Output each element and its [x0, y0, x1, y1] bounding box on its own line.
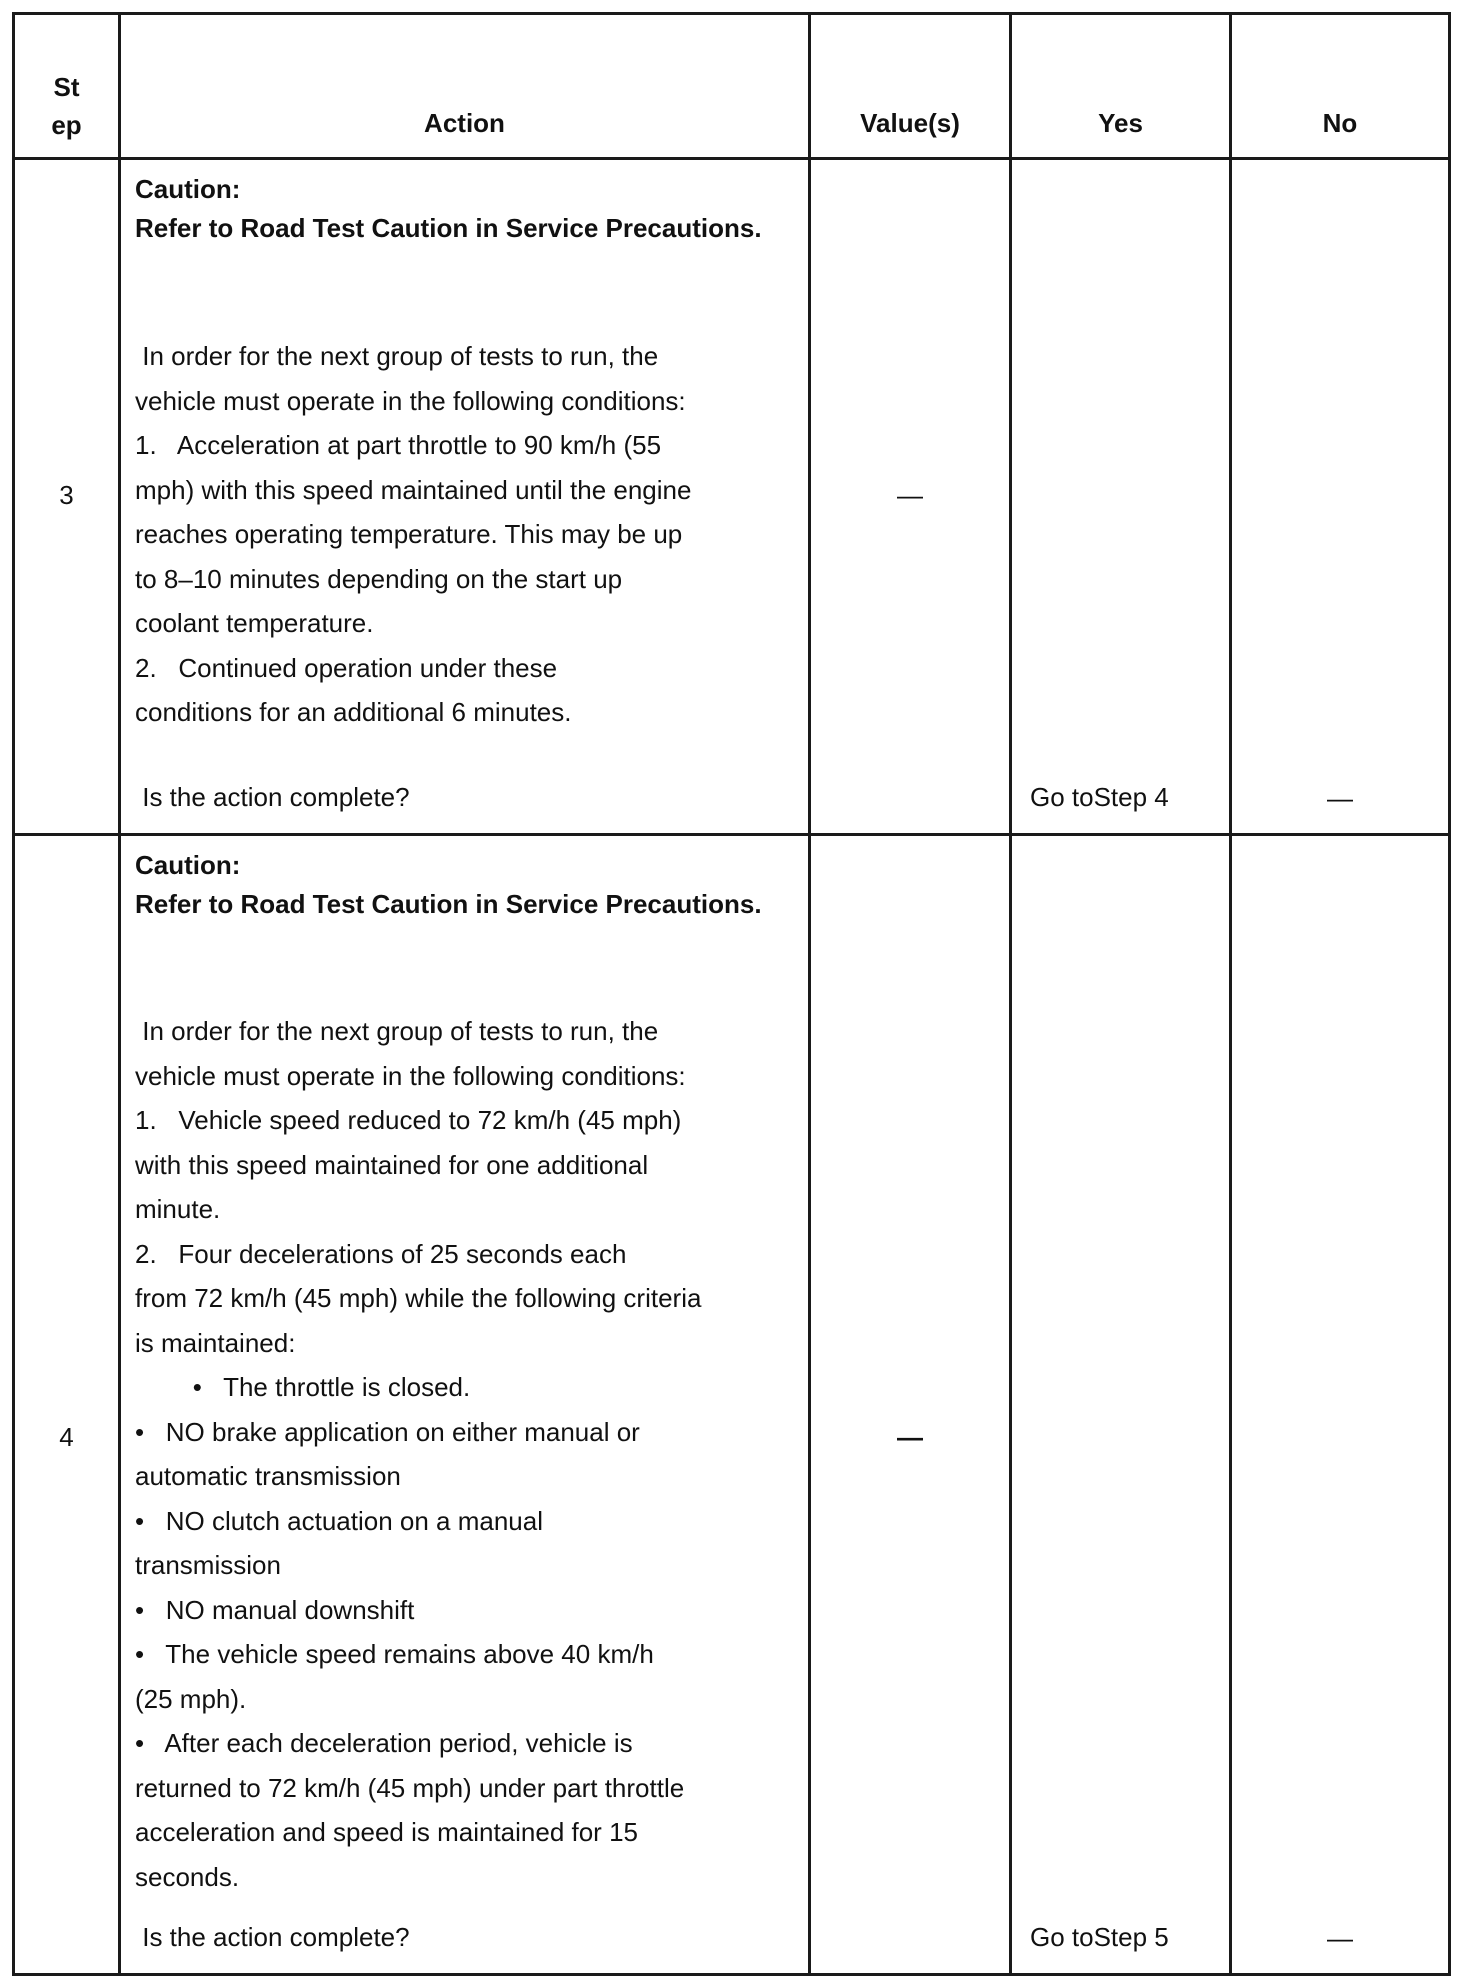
grid-line [1229, 12, 1232, 1976]
step-number: 4 [59, 1422, 74, 1452]
bullet-item: • NO brake application on either manual or [135, 1416, 640, 1447]
instruction-line: acceleration and speed is maintained for 15 [135, 1817, 638, 1847]
grid-line [12, 833, 1451, 836]
instruction-line: (25 mph). [135, 1683, 247, 1714]
instruction-line: vehicle must operate in the following conditions: [135, 385, 686, 416]
bullet-item: • The throttle is closed. [135, 1372, 471, 1402]
grid-line [12, 157, 1451, 160]
no-cell: — [1327, 783, 1353, 813]
caution-title: Caution: [135, 174, 241, 204]
header-step-line: ep [51, 110, 82, 140]
header-yes: Yes [1098, 108, 1143, 138]
no-cell: — [1327, 1923, 1353, 1953]
bullet-item: • After each deceleration period, vehicle is [135, 1728, 633, 1758]
instruction-line: In order for the next group of tests to run, the [135, 1016, 659, 1046]
instruction-line: with this speed maintained for one additional [135, 1149, 649, 1180]
step-number: 3 [59, 480, 74, 510]
grid-line [12, 1973, 1451, 1976]
instruction-line: conditions for an additional 6 minutes. [135, 697, 572, 727]
yes-cell: Go toStep 5 [1030, 1922, 1169, 1952]
bullet-item: • The vehicle speed remains above 40 km/h [135, 1639, 654, 1669]
bullet-item: • NO manual downshift [135, 1594, 415, 1625]
grid-line [808, 12, 811, 1976]
instruction-line: returned to 72 km/h (45 mph) under part throttle [135, 1772, 685, 1803]
caution-title: Caution: [135, 850, 241, 880]
instruction-line: to 8–10 minutes depending on the start up [135, 563, 623, 594]
grid-line [1009, 12, 1012, 1976]
yes-cell: Go toStep 4 [1030, 782, 1169, 812]
instruction-line: from 72 km/h (45 mph) while the following criteria [135, 1283, 702, 1313]
header-action: Action [424, 108, 505, 138]
header-values: Value(s) [860, 108, 960, 138]
instruction-line: coolant temperature. [135, 608, 374, 638]
grid-line [1448, 12, 1451, 1976]
instruction-line: mph) with this speed maintained until the engine [135, 474, 692, 505]
grid-line [12, 12, 1451, 15]
instruction-line: 1. Vehicle speed reduced to 72 km/h (45 mph) [135, 1105, 682, 1135]
instruction-line: vehicle must operate in the following conditions: [135, 1060, 686, 1091]
header-step-line: St [53, 72, 80, 102]
value-cell: — [897, 480, 923, 510]
action-instructions [135, 334, 691, 735]
question-text: Is the action complete? [135, 782, 410, 812]
instruction-line: minute. [135, 1194, 221, 1224]
caution-text: Refer to Road Test Caution in Service Precautions. [135, 213, 762, 243]
instruction-line: 2. Continued operation under these [135, 652, 558, 683]
instruction-line: 1. Acceleration at part throttle to 90 km/h (55 [135, 430, 662, 460]
instruction-line: seconds. [135, 1861, 240, 1892]
action-instructions [135, 1009, 701, 1899]
instruction-line: automatic transmission [135, 1461, 401, 1491]
question-text: Is the action complete? [135, 1922, 410, 1952]
instruction-line: reaches operating temperature. This may be up [135, 519, 683, 549]
grid-line [118, 12, 121, 1976]
instruction-line: In order for the next group of tests to run, the [135, 341, 659, 371]
instruction-line: 2. Four decelerations of 25 seconds each [135, 1238, 627, 1269]
value-cell: — [897, 1422, 923, 1452]
header-step [15, 68, 118, 144]
instruction-line: is maintained: [135, 1327, 296, 1358]
header-no: No [1322, 108, 1358, 138]
instruction-line: transmission [135, 1550, 281, 1580]
bullet-item: • NO clutch actuation on a manual [135, 1505, 543, 1536]
grid-line [12, 12, 15, 1976]
caution-text: Refer to Road Test Caution in Service Precautions. [135, 889, 762, 919]
